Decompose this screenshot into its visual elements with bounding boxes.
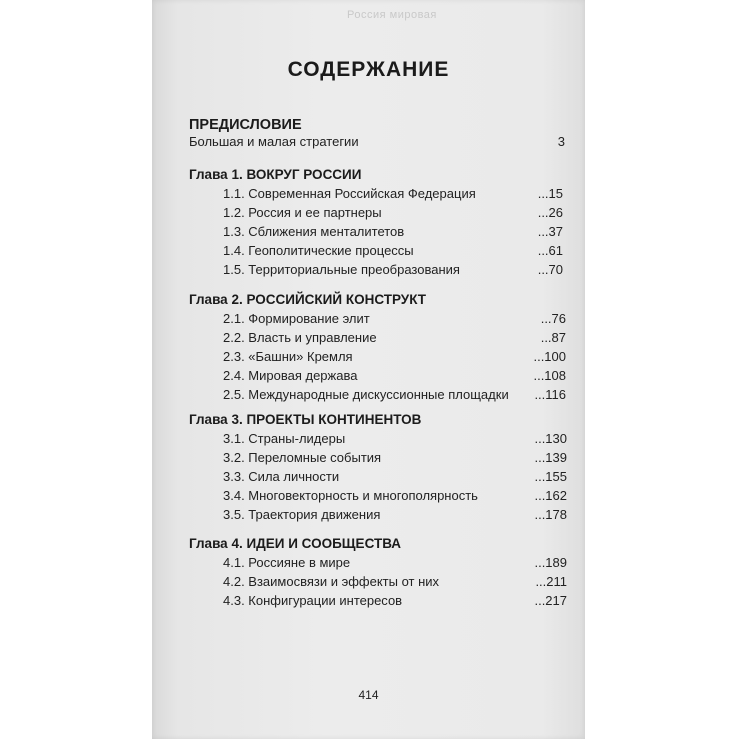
toc-entry-page: ...100 bbox=[533, 349, 566, 364]
toc-leader bbox=[509, 387, 535, 402]
toc-leader bbox=[402, 593, 534, 608]
toc-entry-page: ...217 bbox=[534, 593, 567, 608]
book-page bbox=[152, 0, 585, 739]
page-number: 414 bbox=[358, 688, 379, 702]
toc-entry-page: ...26 bbox=[537, 205, 563, 220]
toc-leader bbox=[439, 574, 535, 589]
toc-entry-label: 3.3. Сила личности bbox=[223, 469, 340, 484]
toc-entry bbox=[223, 555, 567, 570]
toc-entry bbox=[223, 330, 566, 345]
toc-entry-page: ...87 bbox=[540, 330, 566, 345]
toc-entry-page: ...37 bbox=[537, 224, 563, 239]
toc-entry-label: 2.2. Власть и управление bbox=[223, 330, 377, 345]
toc-entry-page: ...155 bbox=[534, 469, 567, 484]
toc-entry bbox=[223, 224, 563, 239]
toc-entry-page: ...130 bbox=[534, 431, 567, 446]
chapter-heading: Глава 1. ВОКРУГ РОССИИ bbox=[189, 167, 362, 182]
toc-entry-label: 2.5. Международные дискуссионные площадки bbox=[223, 387, 509, 402]
chapter-heading: Глава 4. ИДЕИ И СООБЩЕСТВА bbox=[189, 536, 402, 551]
toc-entry-label: 1.3. Сближения менталитетов bbox=[223, 224, 405, 239]
toc-leader bbox=[404, 224, 538, 239]
toc-entry-label: 2.3. «Башни» Кремля bbox=[223, 349, 353, 364]
toc-entry-label: 1.4. Геополитические процессы bbox=[223, 243, 414, 258]
toc-entry-page: ...189 bbox=[534, 555, 567, 570]
page-title: СОДЕРЖАНИЕ bbox=[287, 58, 450, 81]
toc-leader bbox=[345, 431, 534, 446]
toc-leader bbox=[382, 205, 538, 220]
toc-entry-label: 1.2. Россия и ее партнеры bbox=[223, 205, 382, 220]
toc-entry-label: 3.4. Многовекторность и многополярность bbox=[223, 488, 478, 503]
toc-entry bbox=[223, 349, 566, 364]
toc-entry-label: 1.1. Современная Российская Федерация bbox=[223, 186, 476, 201]
toc-entry-page: ...15 bbox=[537, 186, 563, 201]
toc-entry-label: 1.5. Территориальные преобразования bbox=[223, 262, 460, 277]
toc-leader bbox=[370, 311, 541, 326]
toc-entry-label: Большая и малая стратегии bbox=[189, 134, 359, 149]
toc-leader bbox=[381, 450, 534, 465]
toc-entry-label: 2.1. Формирование элит bbox=[223, 311, 370, 326]
chapter-heading: Глава 2. РОССИЙСКИЙ КОНСТРУКТ bbox=[189, 292, 427, 307]
toc-entry-preface bbox=[189, 134, 565, 149]
chapter-heading: Глава 3. ПРОЕКТЫ КОНТИНЕНТОВ bbox=[189, 412, 422, 427]
toc-leader bbox=[339, 469, 534, 484]
toc-entry bbox=[223, 450, 567, 465]
toc-entry bbox=[223, 205, 563, 220]
toc-entry-label: 3.2. Переломные события bbox=[223, 450, 382, 465]
toc-entry-label: 3.1. Страны-лидеры bbox=[223, 431, 346, 446]
toc-entry-label: 4.1. Россияне в мире bbox=[223, 555, 351, 570]
running-head: Россия мировая bbox=[347, 9, 437, 21]
toc-leader bbox=[353, 349, 534, 364]
toc-entry bbox=[223, 488, 567, 503]
toc-leader bbox=[460, 262, 538, 277]
toc-entry-label: 3.5. Траектория движения bbox=[223, 507, 381, 522]
toc-entry-page: ...116 bbox=[534, 387, 566, 402]
toc-entry-page: ...139 bbox=[534, 450, 567, 465]
toc-entry bbox=[223, 311, 566, 326]
toc-entry bbox=[223, 368, 566, 383]
toc-leader bbox=[377, 330, 541, 345]
preface-heading: ПРЕДИСЛОВИЕ bbox=[189, 117, 302, 133]
toc-leader bbox=[414, 243, 538, 258]
toc-leader bbox=[359, 134, 558, 149]
toc-entry-page: ...76 bbox=[540, 311, 566, 326]
toc-entry-page: ...162 bbox=[534, 488, 567, 503]
toc-leader bbox=[478, 488, 535, 503]
toc-entry-page: ...211 bbox=[535, 574, 567, 589]
toc-entry-page: ...61 bbox=[537, 243, 563, 258]
toc-entry bbox=[223, 387, 566, 402]
toc-entry-page: ...108 bbox=[533, 368, 566, 383]
toc-entry bbox=[223, 469, 567, 484]
toc-entry bbox=[223, 243, 563, 258]
toc-entry-page: ...178 bbox=[534, 507, 567, 522]
toc-leader bbox=[350, 555, 534, 570]
toc-entry bbox=[223, 593, 567, 608]
toc-entry bbox=[223, 574, 567, 589]
toc-entry-label: 4.3. Конфигурации интересов bbox=[223, 593, 403, 608]
toc-entry bbox=[223, 186, 563, 201]
toc-entry-label: 2.4. Мировая держава bbox=[223, 368, 358, 383]
toc-entry bbox=[223, 262, 563, 277]
toc-leader bbox=[357, 368, 533, 383]
toc-leader bbox=[380, 507, 534, 522]
toc-entry-label: 4.2. Взаимосвязи и эффекты от них bbox=[223, 574, 440, 589]
toc-entry-page: ...70 bbox=[537, 262, 563, 277]
toc-entry-page: 3 bbox=[557, 134, 565, 149]
toc-leader bbox=[476, 186, 538, 201]
toc-entry bbox=[223, 431, 567, 446]
toc-entry bbox=[223, 507, 567, 522]
